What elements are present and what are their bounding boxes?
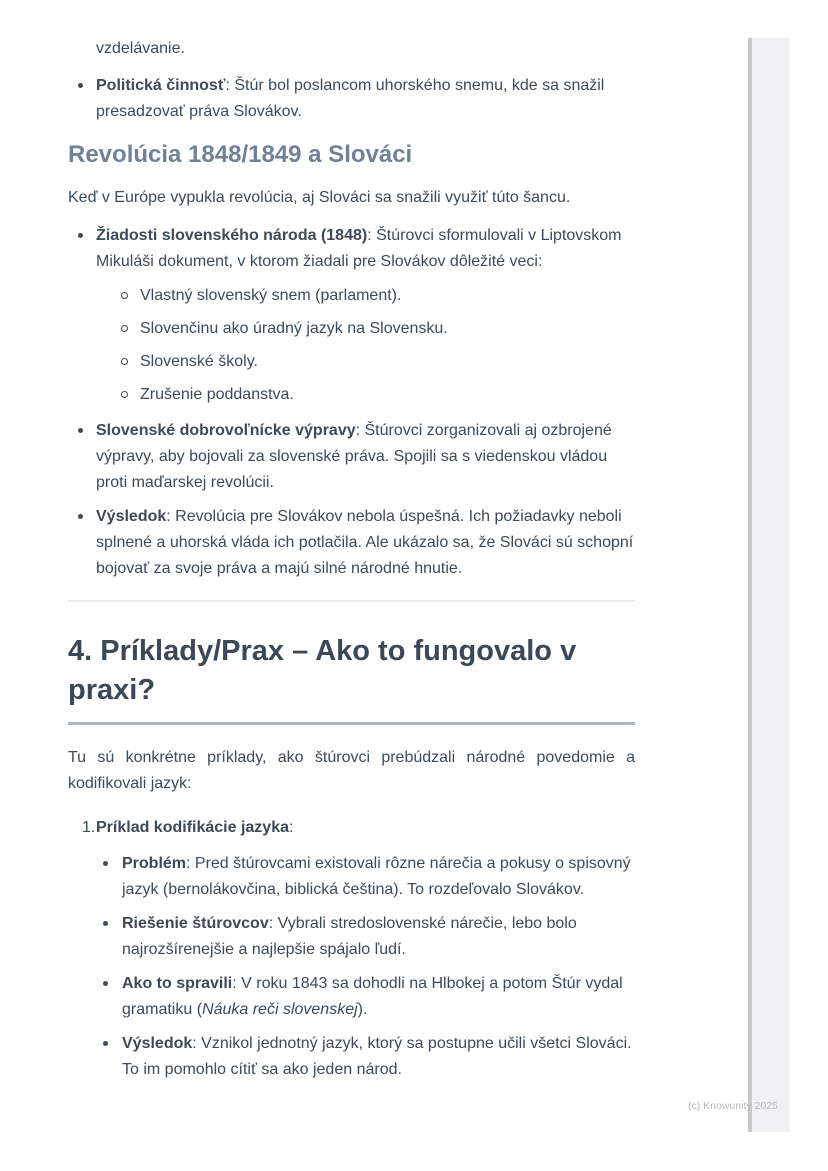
list-number: 1.: [82, 819, 96, 836]
list-item-text: : Vznikol jednotný jazyk, ktorý sa postupne učili všetci Slováci. To im pomohlo cítiť sa ako jeden národ.: [122, 1035, 632, 1078]
circle-bullet-icon: [121, 292, 128, 299]
list-item-riesenie: [94, 911, 635, 963]
bullet-icon: [78, 83, 83, 88]
section-divider: [68, 600, 635, 602]
sub-list-item: [68, 382, 635, 408]
list-item-text: : Revolúcia pre Slovákov nebola úspešná. Ich požiadavky neboli splnené a uhorská vláda ich potlačila. Ale ukázalo sa, že Slováci sú schopní bojovať za svoje práva a majú silné národné hnutie.: [96, 508, 634, 577]
paragraph-priklady-intro: Tu sú konkrétne príklady, ako štúrovci prebúdzali národné povedomie a kodifikovali jazyk:: [68, 749, 635, 792]
sub-list-ziadosti: [68, 283, 635, 408]
paragraph-revolucia-intro: Keď v Európe vypukla revolúcia, aj Slováci sa snažili využiť túto šancu.: [68, 189, 571, 206]
document-content: [68, 36, 635, 1091]
list-item-text: : V roku 1843 sa dohodli na Hlbokej a potom Štúr vydal gramatiku (: [122, 975, 623, 1018]
bullet-icon: [103, 921, 108, 926]
sub-list-item: [68, 316, 635, 342]
list-item-ziadosti: [68, 223, 635, 275]
bullet-icon: [78, 233, 83, 238]
list-item-politicka-cinnost: [68, 73, 635, 125]
list-item-vypravy: [68, 418, 635, 496]
list-item-term: Výsledok: [96, 508, 167, 525]
numbered-item-kodifikacia: [68, 815, 635, 841]
numbered-item-suffix: :: [289, 819, 294, 836]
nested-bullet-list: [94, 851, 635, 1083]
list-item-term: Politická činnosť: [96, 77, 226, 94]
paragraph-continuation: vzdelávanie.: [96, 40, 185, 57]
sub-list-item-text: Slovenské školy.: [140, 353, 258, 370]
numbered-item-term: Príklad kodifikácie jazyka: [96, 819, 289, 836]
list-item-vysledok-kodifikacia: [94, 1031, 635, 1083]
bullet-icon: [103, 861, 108, 866]
list-item-text: : Vybrali stredoslovenské nárečie, lebo bolo najrozšírenejšie a najlepšie spájalo ľudí.: [122, 915, 577, 958]
circle-bullet-icon: [121, 391, 128, 398]
list-item-text: : Štúrovci zorganizovali aj ozbrojené výpravy, aby bojovali za slovenské práva. Spojili sa s viedenskou vládou proti maďarskej revolúcii.: [96, 422, 612, 491]
page-edge-strip: [748, 38, 790, 1132]
list-item-text: : Pred štúrovcami existovali rôzne nárečia a pokusy o spisovný jazyk (bernolákovčina, biblická čeština). To rozdeľovalo Slovákov.: [122, 855, 631, 898]
list-item-vysledok-revolucia: [68, 504, 635, 582]
list-item-ako-to-spravili: [94, 971, 635, 1023]
list-item-text: ).: [357, 1001, 368, 1018]
list-item-text: : Štúrovci sformulovali v Liptovskom Mikuláši dokument, v ktorom žiadali pre Slovákov dôležité veci:: [96, 227, 622, 270]
list-item-text: : Štúr bol poslancom uhorského snemu, kde sa snažil presadzovať práva Slovákov.: [96, 77, 605, 120]
bullet-icon: [103, 1041, 108, 1046]
list-item-term: Ako to spravili: [122, 975, 233, 992]
bullet-icon: [78, 428, 83, 433]
sub-list-item-text: Vlastný slovenský snem (parlament).: [140, 287, 402, 304]
list-item-term: Výsledok: [122, 1035, 193, 1052]
sub-list-item: [68, 349, 635, 375]
list-item-term: Problém: [122, 855, 187, 872]
section-heading-revolucia: Revolúcia 1848/1849 a Slováci: [68, 141, 413, 168]
circle-bullet-icon: [121, 358, 128, 365]
book-title-italic: Náuka reči slovenskej: [202, 1001, 358, 1018]
sub-list-item-text: Slovenčinu ako úradný jazyk na Slovensku.: [140, 320, 448, 337]
list-item-term: Žiadosti slovenského národa (1848): [96, 227, 368, 244]
bullet-icon: [78, 514, 83, 519]
bullet-icon: [103, 981, 108, 986]
list-item-problem: [94, 851, 635, 903]
list-item-term: Slovenské dobrovoľnícke výpravy: [96, 422, 356, 439]
watermark-text: (c) Knowunity 2025: [688, 1100, 778, 1112]
section-heading-priklady: 4. Príklady/Prax – Ako to fungovalo v praxi?: [68, 632, 635, 725]
sub-list-item-text: Zrušenie poddanstva.: [140, 386, 294, 403]
list-item-term: Riešenie štúrovcov: [122, 915, 269, 932]
sub-list-item: [68, 283, 635, 309]
circle-bullet-icon: [121, 325, 128, 332]
